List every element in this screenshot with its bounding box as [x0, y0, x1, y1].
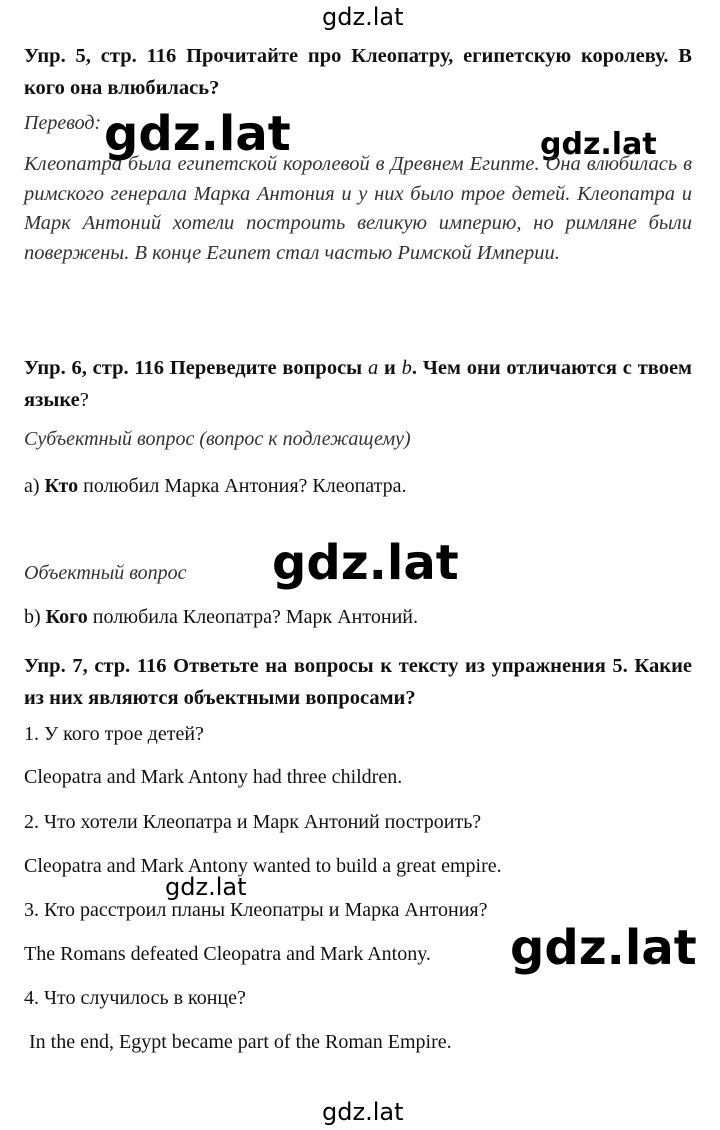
- translation-text: Клеопатра была египетской королевой в Древнем Египте. Она влюбилась в римского генерала Марка Антония и у них было трое детей. Клеопатра и Марк Антоний хотели построить великую империю, но римляне были повержены. В конце Египет стал частью Римской Империи.: [24, 153, 692, 264]
- answer-1: Cleopatra and Mark Antony had three children.: [24, 766, 403, 788]
- watermark: gdz.lat: [104, 106, 291, 162]
- watermark: gdz.lat: [540, 127, 657, 162]
- watermark: gdz.lat: [510, 920, 697, 976]
- answer-3: The Romans defeated Cleopatra and Mark Antony.: [24, 943, 431, 965]
- answer-a-prefix: а): [24, 475, 45, 497]
- watermark: gdz.lat: [322, 1098, 404, 1126]
- heading-text: . Чем они отличаются с твоем языке: [24, 357, 693, 411]
- answer-b-bold: Кого: [45, 606, 88, 628]
- answer-4: In the end, Egypt became part of the Roman Empire.: [24, 1031, 452, 1053]
- answer-b: [24, 605, 418, 629]
- heading-question-mark: ?: [79, 389, 89, 411]
- answer-b-text: полюбила Клеопатра? Марк Антоний.: [87, 606, 418, 628]
- watermark: gdz.lat: [165, 873, 247, 901]
- answer-a-bold: Кто: [44, 475, 79, 497]
- heading-text: и: [378, 357, 402, 379]
- answer-2: Cleopatra and Mark Antony wanted to build a great empire.: [24, 855, 502, 877]
- exercise-6-heading: [24, 352, 692, 416]
- question-3: 3. Кто расстроил планы Клеопатры и Марка Антония?: [24, 899, 488, 921]
- answer-b-prefix: b): [24, 606, 46, 628]
- heading-text: Упр. 6, стр. 116 Переведите вопросы: [24, 357, 368, 379]
- question-2: 2. Что хотели Клеопатра и Марк Антоний построить?: [24, 811, 482, 833]
- watermark: gdz.lat: [322, 3, 404, 31]
- heading-letter-b: b: [401, 357, 412, 379]
- exercise-7-heading: Упр. 7, стр. 116 Ответьте на вопросы к тексту из упражнения 5. Какие из них являются объектными вопросами?: [24, 655, 692, 709]
- answer-a: [24, 474, 407, 498]
- subject-question-label: Субъектный вопрос (вопрос к подлежащему): [24, 428, 411, 450]
- question-4: 4. Что случилось в конце?: [24, 987, 246, 1009]
- answer-a-text: полюбил Марка Антония? Клеопатра.: [78, 475, 407, 497]
- watermark: gdz.lat: [272, 535, 459, 591]
- heading-letter-a: a: [368, 357, 379, 379]
- object-question-label: Объектный вопрос: [24, 562, 187, 584]
- question-1: 1. У кого трое детей?: [24, 723, 204, 745]
- exercise-5-heading: Упр. 5, стр. 116 Прочитайте про Клеопатру, египетскую королеву. В кого она влюбилась?: [24, 45, 692, 99]
- translation-label: Перевод:: [24, 112, 102, 134]
